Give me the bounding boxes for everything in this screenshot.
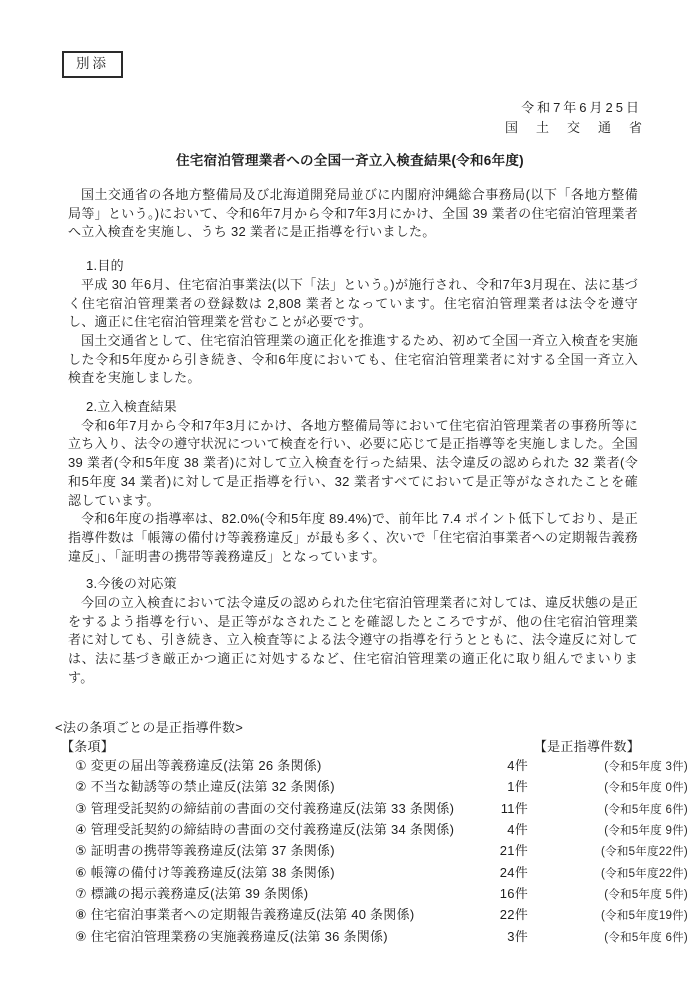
section-paragraph: 今回の立入検査において法令違反の認められた住宅宿泊管理業者に対しては、違反状態の是正をするよう指導を行い、是正等がなされたことを確認したところですが、他の住宅宿泊管理業者に対しても、引き続き、立入検査等による法令遵守の指導を行うとともに、法令違反に対しては、法に基づき厳正かつ適正に対処するなど、住宅宿泊管理業の適正化に取り組んでまいります。: [68, 595, 638, 685]
violation-prev-year-count: (令和5年度22件): [601, 867, 688, 880]
item-number: ⑤: [75, 843, 87, 859]
violation-prev-year-count: (令和5年度 3件): [604, 761, 688, 774]
violation-row: [55, 756, 688, 777]
violation-label: ① 変更の届出等義務違反(法第 26 条関係): [75, 758, 322, 774]
violation-count: 16件: [499, 885, 528, 901]
violation-count: 1件: [507, 779, 528, 795]
column-header-count: 【是正指導件数】: [533, 738, 640, 754]
attachment-label-box: [62, 51, 123, 78]
violation-count: 24件: [499, 864, 528, 880]
item-number: ④: [75, 822, 87, 838]
agency-name: 国土交通省: [505, 120, 642, 135]
violation-label: ③ 管理受託契約の締結前の書面の交付義務違反(法第 33 条関係): [75, 800, 455, 816]
violation-list-header: [55, 737, 688, 756]
item-number: ③: [75, 800, 87, 816]
violation-label: ④ 管理受託契約の締結時の書面の交付義務違反(法第 34 条関係): [75, 822, 455, 838]
section-paragraph: 令和6年7月から令和7年3月にかけ、各地方整備局等において住宅宿泊管理業者の事務所等に立ち入り、法令の遵守状況について検査を行い、必要に応じて是正指導等を実施しました。全国 39 業者(令和5年度 38 業者)に対して立入検査を行った結果、法令違反の認められた 32 業者(令和5年度 34 業者)に対して是正指導を行い、32 業者すべてにおいて是正等がなされたことを確認しています。: [68, 417, 638, 508]
attachment-label: 別添: [76, 56, 109, 71]
item-number: ⑥: [75, 864, 87, 880]
violation-row: [55, 863, 688, 884]
violation-prev-year-count: (令和5年度 9件): [604, 825, 688, 838]
violation-label: ⑥ 帳簿の備付け等義務違反(法第 38 条関係): [75, 864, 335, 880]
intro-paragraph: 国土交通省の各地方整備局及び北海道開発局並びに内閣府沖縄総合事務局(以下「各地方整備局等」という。)において、令和6年7月から令和7年3月にかけ、全国 39 業者の住宅宿泊管理業者へ立入検査を実施し、うち 32 業者に是正指導を行いました。: [68, 187, 638, 240]
violation-count: 11件: [500, 800, 528, 816]
section-paragraph: 令和6年度の指導率は、82.0%(令和5年度 89.4%)で、前年比 7.4 ポイント低下しており、是正指導件数は「帳簿の備付け等義務違反」が最も多く、次いで「住宅宿泊事業者への定期報告義務違反」、「証明書の携帯等義務違反」となっています。: [68, 511, 638, 564]
document-body: [55, 186, 688, 948]
section-inspection-results: [55, 398, 688, 566]
item-number: ②: [75, 779, 87, 795]
item-number: ①: [75, 758, 87, 774]
violation-row: [55, 777, 688, 798]
violation-prev-year-count: (令和5年度19件): [601, 910, 688, 923]
violation-prev-year-count: (令和5年度 6件): [604, 803, 688, 816]
section-heading: 3.今後の対応策: [86, 576, 177, 592]
violation-row: [55, 799, 688, 820]
violation-label: ⑦ 標識の掲示義務違反(法第 39 条関係): [75, 885, 309, 901]
section-future-measures: [55, 575, 688, 687]
document-title: 住宅宿泊管理業者への全国一斉立入検査結果(令和6年度): [176, 153, 524, 168]
violation-count: 22件: [499, 907, 528, 923]
violation-count-list: [55, 718, 688, 948]
violation-prev-year-count: (令和5年度22件): [601, 846, 688, 859]
violation-count: 21件: [499, 843, 528, 859]
section-paragraph: 国土交通省として、住宅宿泊管理業の適正化を推進するため、初めて全国一斉立入検査を実施した令和5年度から引き続き、令和6年度においても、住宅宿泊管理業者に対する全国一斉立入検査を実施しました。: [68, 332, 638, 386]
violation-row: [55, 927, 688, 948]
column-header-article: 【条項】: [61, 738, 115, 754]
item-number: ⑦: [75, 885, 87, 901]
violation-count: 4件: [507, 822, 528, 838]
section-paragraph: 平成 30 年6月、住宅宿泊事業法(以下「法」という。)が施行され、令和7年3月現在、法に基づく住宅宿泊管理業者の登録数は 2,808 業者となっています。住宅宿泊管理業者は法令を遵守し、適正に住宅宿泊管理業を営むことが必要です。: [68, 276, 638, 330]
section-purpose: [55, 257, 688, 388]
violation-count: 3件: [507, 928, 528, 944]
violation-label: ⑧ 住宅宿泊事業者への定期報告義務違反(法第 40 条関係): [75, 907, 415, 923]
violation-prev-year-count: (令和5年度 0件): [604, 782, 688, 795]
document-header-right: [505, 98, 642, 138]
item-number: ⑧: [75, 907, 87, 923]
violation-label: ⑨ 住宅宿泊管理業務の実施義務違反(法第 36 条関係): [75, 928, 388, 944]
violation-count: 4件: [507, 758, 528, 774]
section-heading: 2.立入検査結果: [86, 399, 177, 415]
violation-list-title: <法の条項ごとの是正指導件数>: [55, 719, 244, 735]
section-heading: 1.目的: [86, 258, 124, 274]
violation-prev-year-count: (令和5年度 6件): [604, 931, 688, 944]
violation-row: [55, 884, 688, 905]
violation-label: ② 不当な勧誘等の禁止違反(法第 32 条関係): [75, 779, 335, 795]
violation-row: [55, 905, 688, 926]
violation-label: ⑤ 証明書の携帯等義務違反(法第 37 条関係): [75, 843, 335, 859]
document-date: 令和7年6月25日: [521, 100, 642, 115]
item-number: ⑨: [75, 928, 87, 944]
violation-row: [55, 820, 688, 841]
intro-paragraph-block: [55, 186, 688, 242]
violation-row: [55, 841, 688, 862]
violation-prev-year-count: (令和5年度 5件): [604, 888, 688, 901]
